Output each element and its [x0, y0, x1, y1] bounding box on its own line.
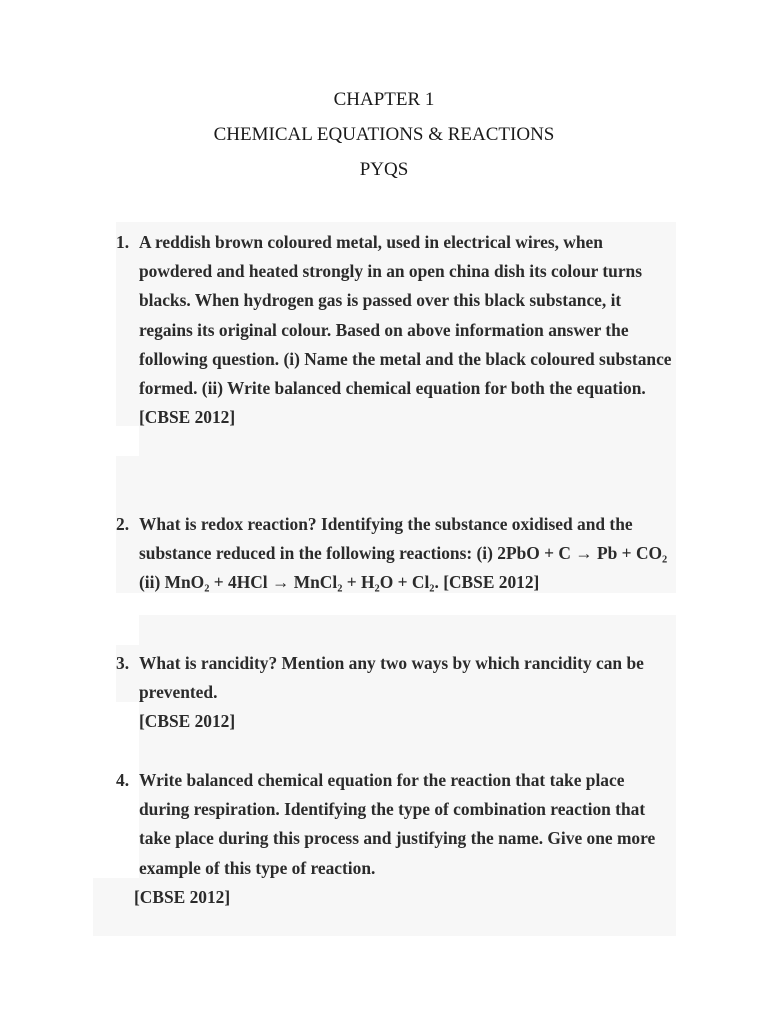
question-2-number: 2.: [116, 514, 130, 534]
question-3: [116, 649, 676, 737]
question-1-citation: [CBSE 2012]: [139, 407, 236, 428]
question-1-number: 1.: [116, 232, 130, 252]
question-2-text: What is redox reaction? Identifying the substance oxidised and the substance reduced in the following reactions: (i) 2PbO + C → Pb + CO₂ (ii) MnO₂ + 4HCl → MnCl₂ + H₂O + Cl₂. [CBSE 2012]: [139, 514, 668, 593]
question-4-number: 4.: [116, 770, 130, 790]
question-4-citation: [CBSE 2012]: [134, 887, 231, 907]
chapter-title: CHEMICAL EQUATIONS & REACTIONS: [213, 124, 555, 145]
question-4: [116, 766, 676, 883]
question-3-number: 3.: [116, 653, 130, 673]
question-3-text: What is rancidity? Mention any two ways by which rancidity can be prevented.: [139, 653, 644, 703]
chapter-subtitle: PYQS: [359, 159, 409, 180]
question-4-text: Write balanced chemical equation for the reaction that take place during respiration. Identifying the type of combination reaction that take place during this process and justifying the name. Give one more example of this type of reaction.: [139, 770, 656, 878]
chapter-number: CHAPTER 1: [333, 89, 435, 110]
question-1: [116, 228, 676, 432]
shade-region-4: [139, 615, 676, 645]
question-3-citation: [CBSE 2012]: [139, 711, 236, 732]
question-2: [116, 510, 676, 598]
question-1-text: A reddish brown coloured metal, used in electrical wires, when powdered and heated strongly in an open china dish its colour turns blacks. When hydrogen gas is passed over this black substance, it regains its original colour. Based on above information answer the following question. (i) Name the metal and the black coloured substance formed. (ii) Write balanced chemical equation for both the equation.: [139, 232, 672, 399]
